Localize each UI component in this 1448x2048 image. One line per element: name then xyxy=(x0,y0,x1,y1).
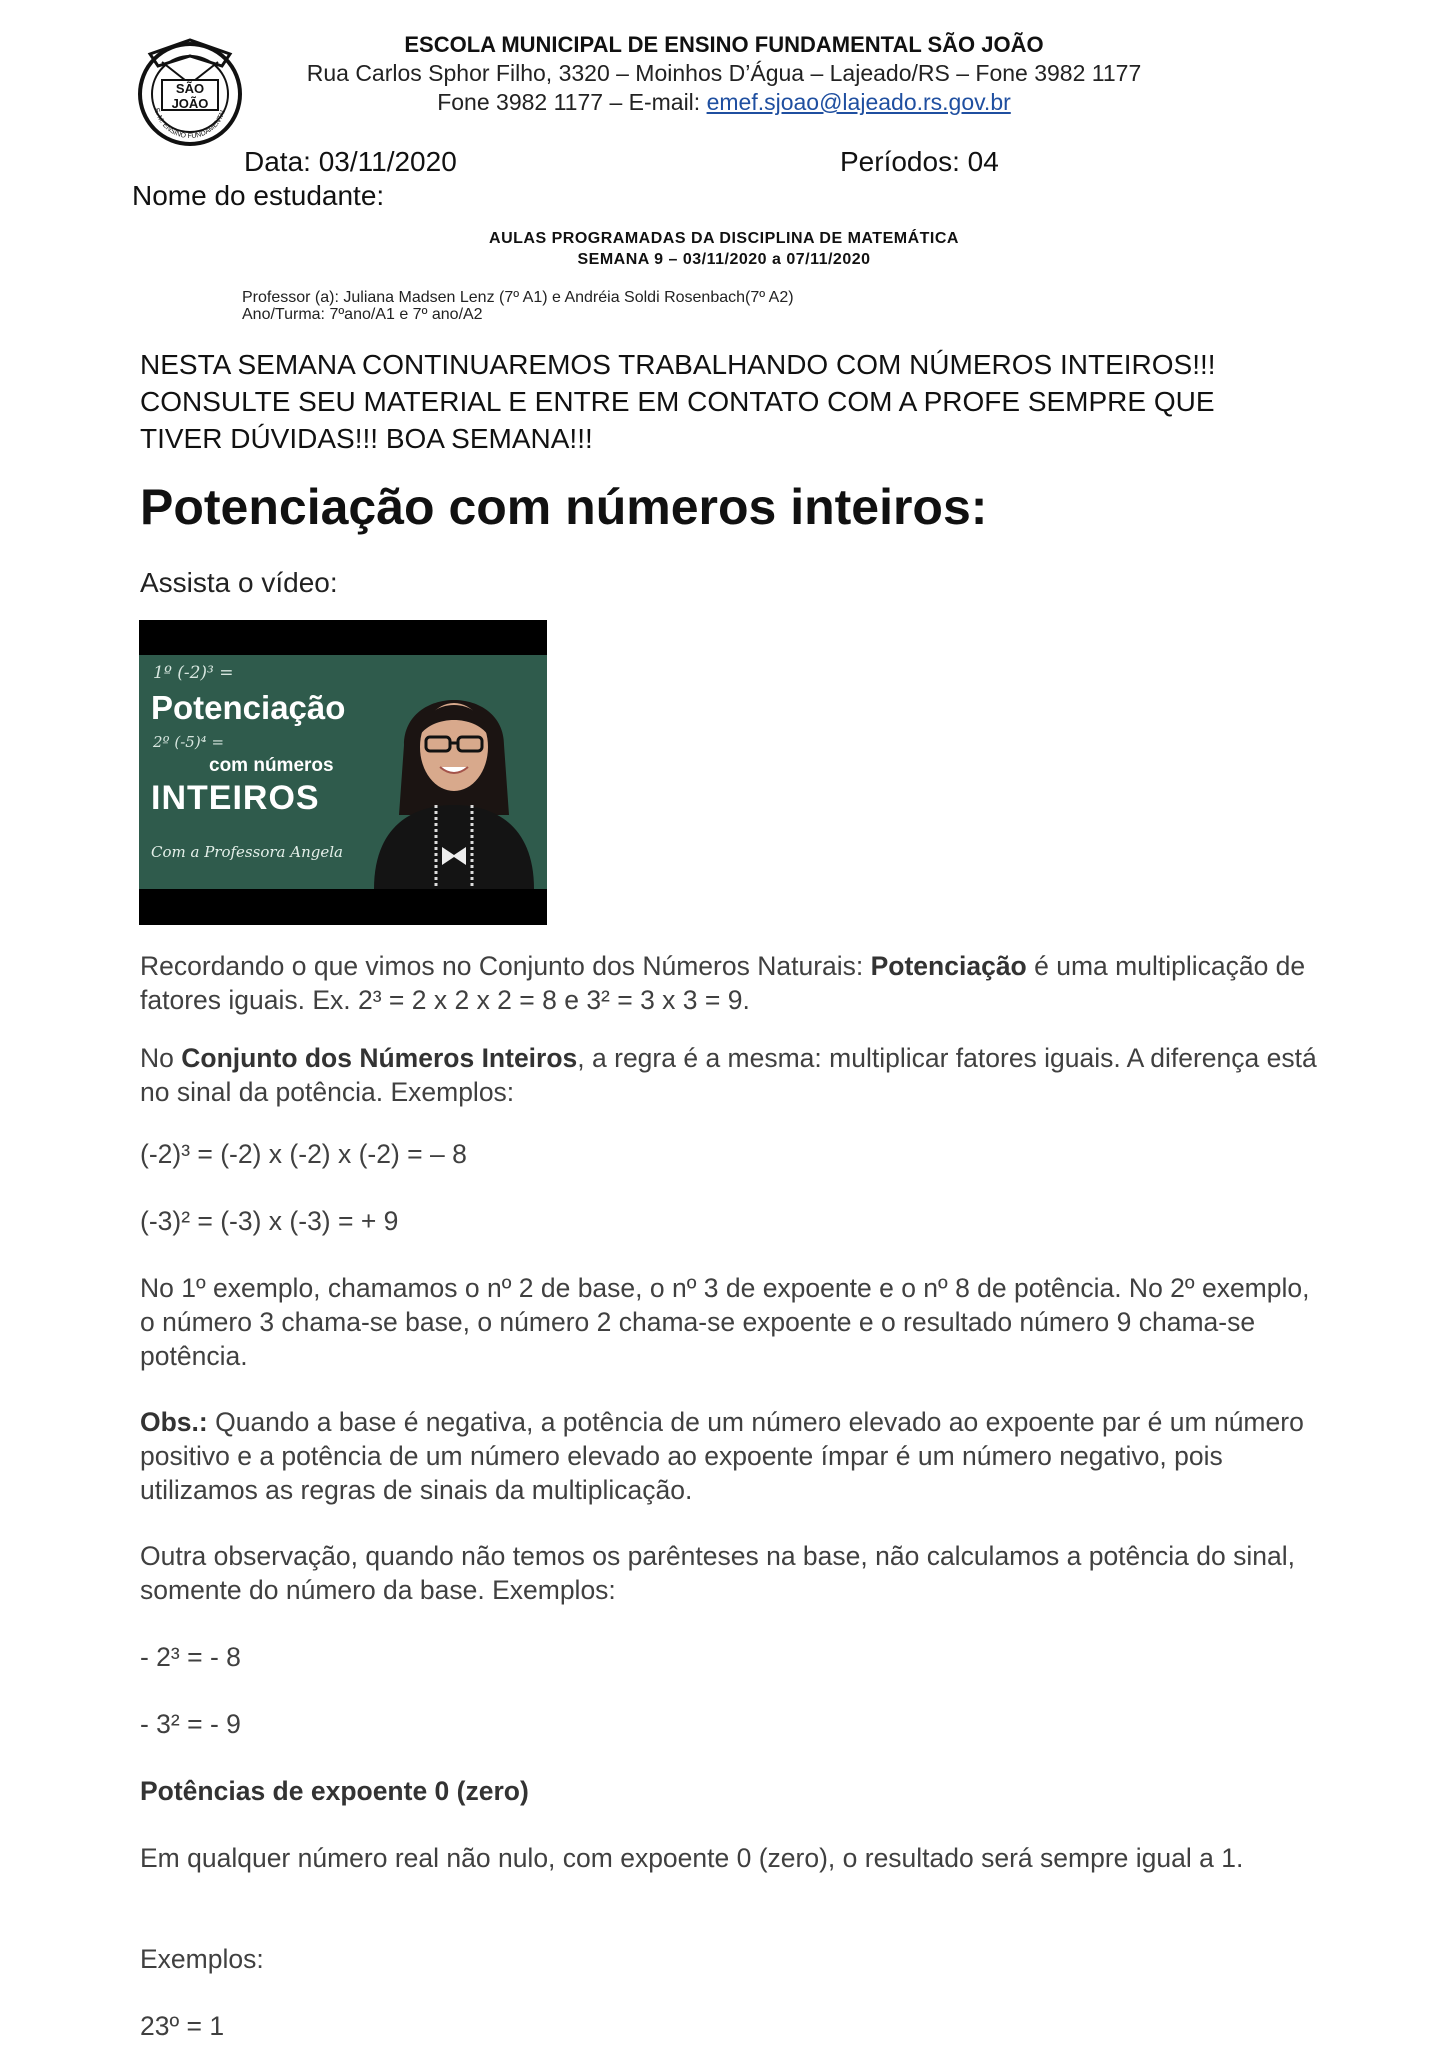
chalkboard xyxy=(139,655,547,889)
video-title-2: com números xyxy=(209,755,334,776)
date-field: Data: 03/11/2020 xyxy=(244,146,457,177)
formula-2: 2º (-5)⁴ = xyxy=(153,733,225,751)
example-3: - 2³ = - 8 xyxy=(140,1642,241,1672)
course-week: SEMANA 9 – 03/11/2020 a 07/11/2020 xyxy=(577,251,871,268)
svg-text:JOÃO: JOÃO xyxy=(171,96,209,111)
email-link[interactable]: emef.sjoao@lajeado.rs.gov.br xyxy=(706,89,1011,115)
subheading-zero-exponent: Potências de expoente 0 (zero) xyxy=(140,1776,529,1806)
contact-prefix: Fone 3982 1177 – E-mail: xyxy=(437,89,707,115)
presenter-image xyxy=(364,655,547,889)
intro-notice xyxy=(140,346,1340,457)
periods-field: Períodos: 04 xyxy=(840,146,999,177)
integers-bold: Conjunto dos Números Inteiros xyxy=(181,1043,578,1073)
recap-text-2: é uma multiplicação de fatores iguais. Ex. 2³ = 2 x 2 x 2 = 8 e 3² = 3 x 3 = 9. xyxy=(140,951,1306,1015)
paragraph-recap xyxy=(140,949,1320,1017)
intro-line: NESTA SEMANA CONTINUAREMOS TRABALHANDO COM NÚMEROS INTEIROS!!! xyxy=(140,349,1216,380)
svg-text:E. M. ENSINO FUNDAMENTAL: E. M. ENSINO FUNDAMENTAL xyxy=(152,107,228,141)
obs-text: Quando a base é negativa, a potência de um número elevado ao expoente par é um número positivo e a potência de um número elevado ao expoente ímpar é um número negativo, pois utilizamos as regras de sinais da multiplicação. xyxy=(140,1407,1304,1505)
svg-text:SÃO: SÃO xyxy=(175,81,205,96)
school-contact xyxy=(0,89,1448,116)
recap-text: Recordando o que vimos no Conjunto dos Números Naturais: xyxy=(140,951,871,981)
integers-text: No xyxy=(140,1043,182,1073)
watch-label: Assista o vídeo: xyxy=(140,567,338,598)
recap-bold: Potenciação xyxy=(870,951,1027,981)
intro-line: CONSULTE SEU MATERIAL E ENTRE EM CONTATO COM A PROFE SEMPRE QUE xyxy=(140,386,1215,417)
school-name: ESCOLA MUNICIPAL DE ENSINO FUNDAMENTAL SÃO JOÃO xyxy=(404,32,1044,57)
course-title: AULAS PROGRAMADAS DA DISCIPLINA DE MATEMÁTICA xyxy=(489,230,959,247)
teachers-line: Professor (a): Juliana Madsen Lenz (7º A1) e Andréia Soldi Rosenbach(7º A2) xyxy=(242,289,794,306)
paragraph-terms: No 1º exemplo, chamamos o nº 2 de base, o nº 3 de expoente e o nº 8 de potência. No 2º exemplo, o número 3 chama-se base, o número 2 chama-se expoente e o resultado número 9 chama-se potência. xyxy=(140,1273,1310,1371)
video-title-1: Potenciação xyxy=(151,689,346,726)
page-title: Potenciação com números inteiros: xyxy=(140,479,988,535)
example-4: - 3² = - 9 xyxy=(140,1709,241,1739)
paragraph-integers xyxy=(140,1041,1320,1109)
paragraph-zero-exponent: Em qualquer número real não nulo, com expoente 0 (zero), o resultado será sempre igual a 1. xyxy=(140,1843,1244,1873)
obs-label: Obs.: xyxy=(140,1407,208,1437)
video-title-3: INTEIROS xyxy=(151,779,320,817)
formula-1: 1º (-2)³ = xyxy=(153,663,234,683)
example-1: (-2)³ = (-2) x (-2) x (-2) = – 8 xyxy=(140,1139,467,1169)
example-2: (-3)² = (-3) x (-3) = + 9 xyxy=(140,1206,399,1236)
examples-label: Exemplos: xyxy=(140,1944,264,1974)
student-name-field: Nome do estudante: xyxy=(132,180,385,206)
class-line: Ano/Turma: 7ºano/A1 e 7º ano/A2 xyxy=(242,306,483,323)
example-5: 23º = 1 xyxy=(140,2011,225,2041)
school-address: Rua Carlos Sphor Filho, 3320 – Moinhos D’Água – Lajeado/RS – Fone 3982 1177 xyxy=(306,60,1142,86)
video-thumbnail[interactable] xyxy=(139,620,547,925)
paragraph-parentheses: Outra observação, quando não temos os parênteses na base, não calculamos a potência do sinal, somente do número da base. Exemplos: xyxy=(140,1541,1295,1605)
integers-text-2: , a regra é a mesma: multiplicar fatores iguais. A diferença está no sinal da potência. Exemplos: xyxy=(140,1043,1317,1107)
paragraph-obs xyxy=(140,1405,1320,1507)
intro-line: TIVER DÚVIDAS!!! BOA SEMANA!!! xyxy=(140,423,593,454)
video-signature: Com a Professora Angela xyxy=(151,843,343,861)
